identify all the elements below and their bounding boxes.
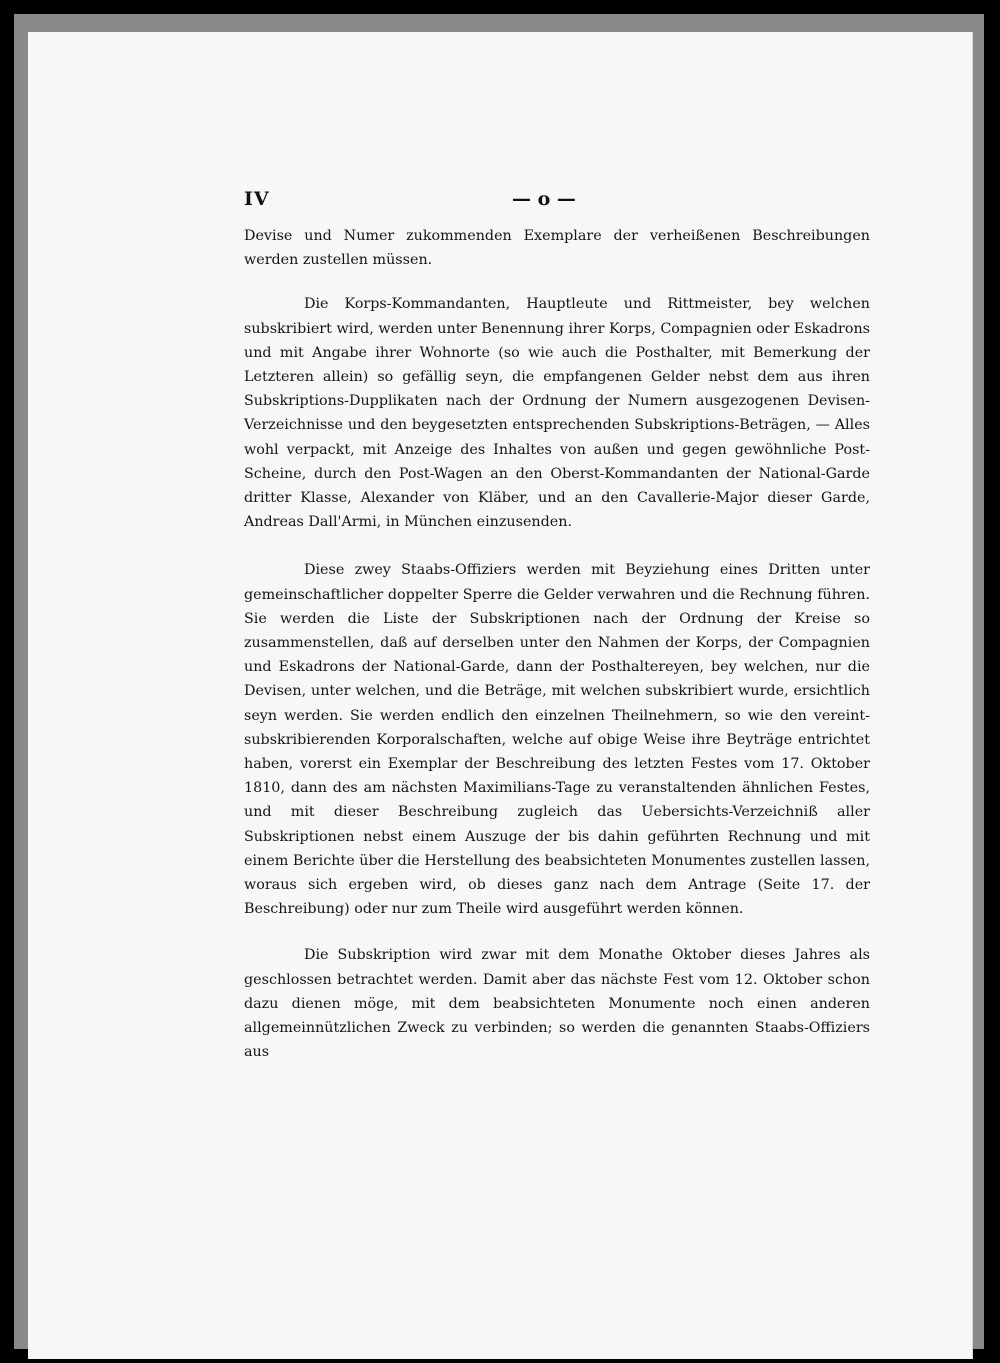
scan-frame-top [0, 0, 1000, 14]
text-body [244, 224, 870, 1065]
paragraph-continuation: Devise und Numer zukommenden Exemplare der verheißenen Beschreibungen werden zustellen müssen. [244, 228, 870, 269]
paragraph-korps-kommandanten: Die Korps-Kommandanten, Hauptleute und Rittmeister, bey welchen subskribiert wird, werden unter Benennung ihrer Korps, Compagnien oder Eskadrons und mit Angabe ihrer Wohnorte (so wie auch die Posthalter, mit Bemerkung der Letzteren allein) so gefällig seyn, die empfangenen Gelder nebst dem aus ihren Subskriptions-Dupplikaten nach der Ordnung der Numern ausgezogenen Devisen-Verzeichnisse und den beygesetzten entsprechenden Subskriptions-Beträgen, — Alles wohl verpackt, mit Anzeige des Inhaltes von außen und gegen gewöhnliche Post-Scheine, durch den Post-Wagen an den Oberst-Kommandanten der National-Garde dritter Klasse, Alexander von Kläber, und an den Cavallerie-Major dieser Garde, Andreas Dall'Armi, in München einzusenden. [244, 296, 870, 531]
scan-frame-right [984, 0, 1000, 1363]
running-head: — o — [512, 188, 576, 210]
page-number: IV [244, 188, 270, 210]
paragraph-subskription: Die Subskription wird zwar mit dem Monathe Oktober dieses Jahres als geschlossen betrachtet werden. Damit aber das nächste Fest vom 12. Oktober schon dazu dienen möge, mit dem beabsichteten Monumente noch einen anderen allgemeinnützlichen Zweck zu verbinden; so werden die genannten Staabs-Offiziers aus [244, 947, 870, 1061]
page-header [244, 188, 874, 218]
scan-frame-left [0, 0, 14, 1363]
paragraph-staabs-offiziers: Diese zwey Staabs-Offiziers werden mit Beyziehung eines Dritten unter gemeinschaftlicher doppelter Sperre die Gelder verwahren und die Rechnung führen. Sie werden die Liste der Subskriptionen nach der Ordnung der Kreise so zusammenstellen, daß auf derselben unter den Nahmen der Korps, der Compagnien und Eskadrons der National-Garde, dann der Posthaltereyen, bey welchen, nur die Devisen, unter welchen, und die Beträge, mit welchen subskribiert wurde, ersichtlich seyn werden. Sie werden endlich den einzelnen Theilnehmern, so wie den vereint-subskribierenden Korporalschaften, welche auf obige Weise ihre Beyträge entrichtet haben, vorerst ein Exemplar der Beschreibung des letzten Festes vom 17. Oktober 1810, dann des am nächsten Maximilians-Tage zu veranstaltenden ähnlichen Festes, und mit dieser Beschreibung zugleich das Uebersichts-Verzeichniß aller Subskriptionen nebst einem Auszuge der bis dahin geführten Rechnung und mit einem Berichte über die Herstellung des beabsichteten Monumentes zustellen lassen, woraus sich ergeben wird, ob dieses ganz nach dem Antrage (Seite 17. der Beschreibung) oder nur zum Theile wird ausgeführt werden können. [244, 562, 870, 918]
